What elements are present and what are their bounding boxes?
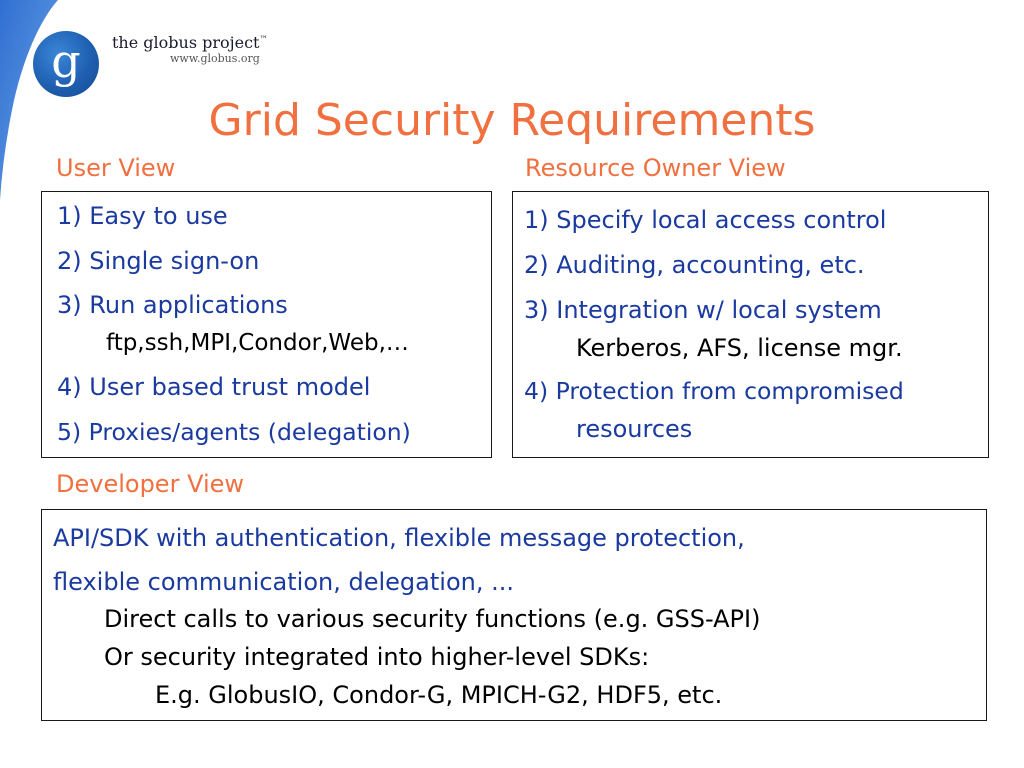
user-view-item: 1) Easy to use	[57, 202, 228, 230]
user-view-panel	[41, 191, 492, 458]
developer-view-sub-item: Or security integrated into higher-level SDKs:	[104, 643, 650, 671]
logo-url: www.globus.org	[170, 52, 260, 65]
resource-owner-view-sub-item: Kerberos, AFS, license mgr.	[576, 334, 903, 362]
logo-trademark: ™	[259, 34, 268, 44]
resource-owner-view-item: 3) Integration w/ local system	[524, 296, 882, 324]
user-view-item: 5) Proxies/agents (delegation)	[57, 418, 411, 446]
resource-owner-view-item: 2) Auditing, accounting, etc.	[524, 251, 865, 279]
developer-view-heading: Developer View	[56, 470, 245, 498]
user-view-item: 4) User based trust model	[57, 373, 371, 401]
developer-view-sub-sub-item: E.g. GlobusIO, Condor-G, MPICH-G2, HDF5, etc.	[155, 681, 723, 709]
logo-project-name	[112, 33, 267, 52]
user-view-heading: User View	[56, 154, 176, 182]
user-view-item: 2) Single sign-on	[57, 247, 260, 275]
resource-owner-view-heading: Resource Owner View	[525, 154, 786, 182]
developer-view-sub-item: Direct calls to various security functions (e.g. GSS-API)	[104, 605, 761, 633]
globus-logo-mark: g	[33, 31, 99, 97]
resource-owner-view-item: 1) Specify local access control	[524, 206, 887, 234]
resource-owner-view-panel	[512, 191, 989, 458]
user-view-item: 3) Run applications	[57, 291, 288, 319]
slide-title: Grid Security Requirements	[208, 95, 816, 146]
developer-view-line: flexible communication, delegation, ...	[53, 568, 514, 596]
user-view-sub-item: ftp,ssh,MPI,Condor,Web,…	[106, 330, 409, 356]
resource-owner-view-item: 4) Protection from compromised	[524, 377, 904, 405]
resource-owner-view-sub-item: resources	[576, 415, 693, 443]
developer-view-line: API/SDK with authentication, flexible message protection,	[53, 524, 745, 552]
logo-name-text: the globus project	[112, 33, 260, 52]
developer-view-panel	[41, 509, 987, 721]
